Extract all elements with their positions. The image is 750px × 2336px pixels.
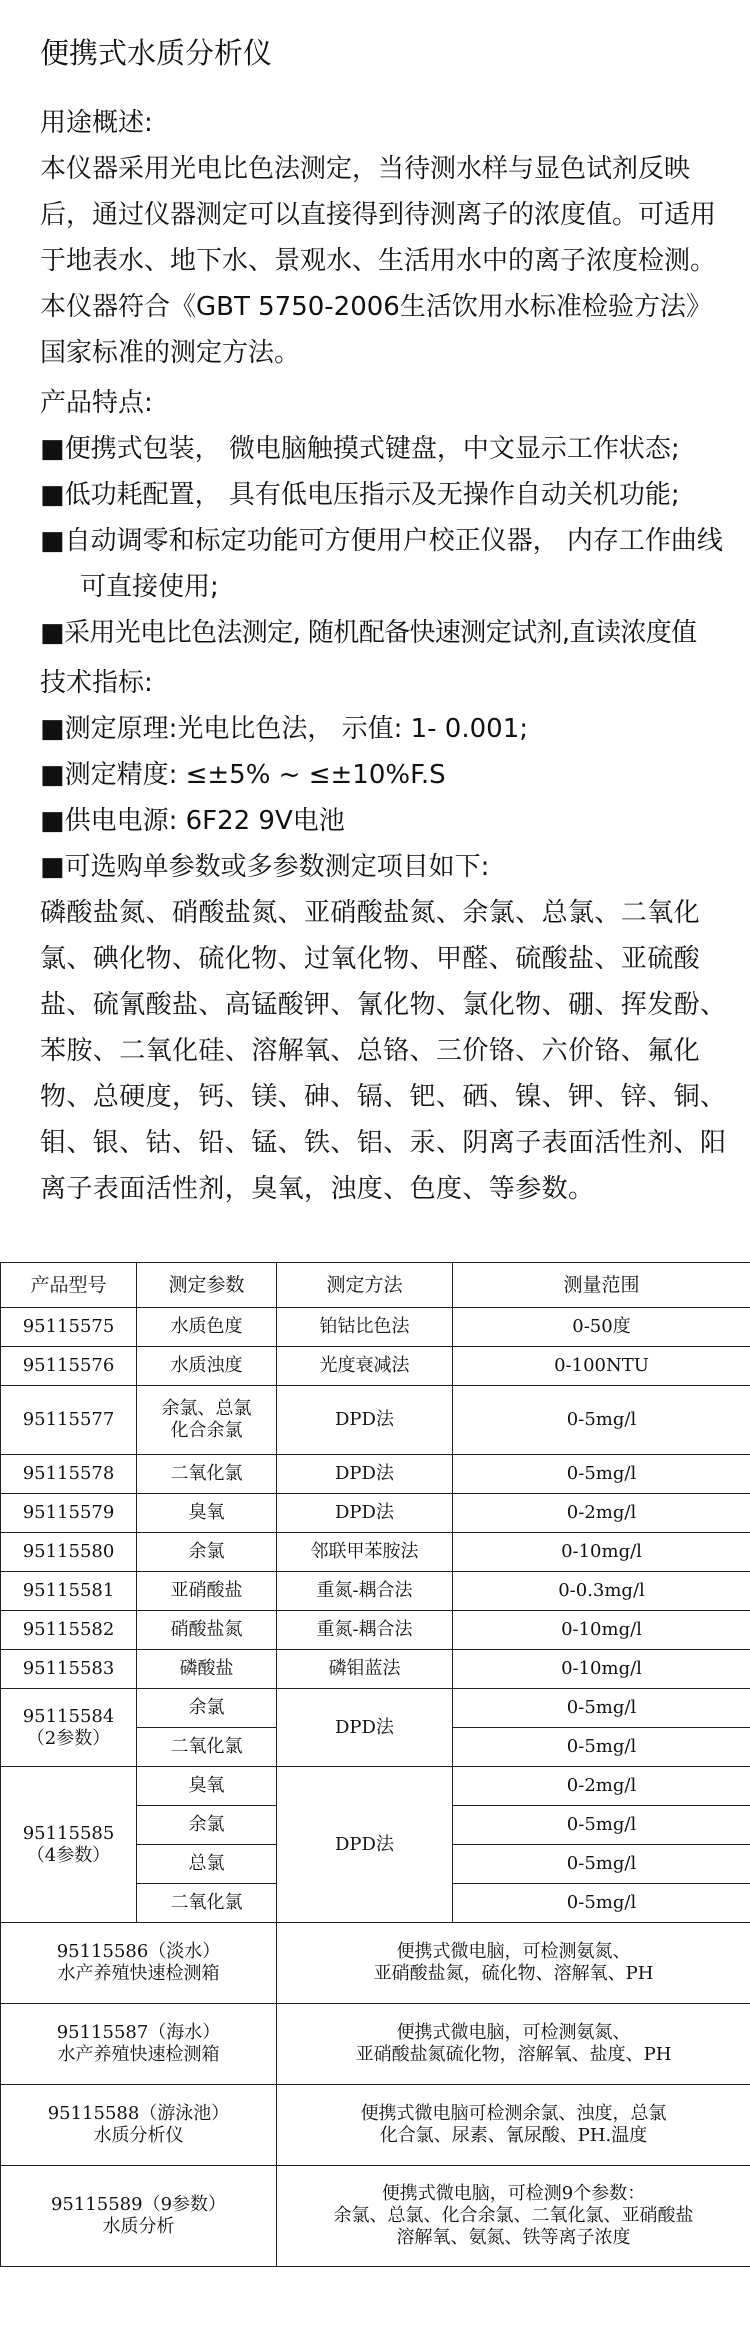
table-row bbox=[1, 1308, 750, 1347]
cell-method: 重氮-耦合法 bbox=[277, 1611, 453, 1650]
cell-method: 磷钼蓝法 bbox=[277, 1650, 453, 1689]
spec-item: ■测定原理:光电比色法， 示值: 1- 0.001; bbox=[40, 714, 528, 744]
table-row bbox=[1, 1689, 750, 1728]
specs-heading: 技术指标: bbox=[40, 668, 153, 698]
cell-param: 二氧化氯 bbox=[137, 1728, 277, 1767]
header-model: 产品型号 bbox=[1, 1263, 137, 1308]
table-row bbox=[1, 2085, 750, 2166]
cell-kit-desc: 便携式微电脑，可检测氨氮、 亚硝酸盐氮硫化物，溶解氧、盐度、PH bbox=[277, 2004, 750, 2085]
cell-model: 95115582 bbox=[1, 1611, 137, 1650]
table-header-row bbox=[1, 1263, 750, 1308]
cell-range: 0-50度 bbox=[453, 1308, 750, 1347]
header-range: 测量范围 bbox=[453, 1263, 750, 1308]
cell-model: 95115579 bbox=[1, 1494, 137, 1533]
cell-kit-desc: 便携式微电脑可检测余氯、浊度，总氯 化合氯、尿素、氰尿酸、PH.温度 bbox=[277, 2085, 750, 2166]
parameter-list: 磷酸盐氮、硝酸盐氮、亚硝酸盐氮、余氯、总氯、二氧化氯、碘化物、硫化物、过氧化物、甲醛、硫酸盐、亚硫酸盐、硫氰酸盐、高锰酸钾、氰化物、氯化物、硼、挥发酚、苯胺、二氧化硅、溶解氧、总铬、三价铬、六价铬、氟化物、总硬度，钙、镁、砷、镉、钯、硒、镍、钾、锌、铜、钼、银、钴、铅、锰、铁、铝、汞、阴离子表面活性剂、阳离子表面活性剂，臭氧，浊度、色度、等参数。 bbox=[40, 898, 727, 1204]
cell-method: 光度衰减法 bbox=[277, 1347, 453, 1386]
features-heading: 产品特点: bbox=[40, 388, 153, 418]
spec-item: ■测定精度: ≤±5% ~ ≤±10%F.S bbox=[40, 760, 446, 790]
header-param: 测定参数 bbox=[137, 1263, 277, 1308]
table-row bbox=[1, 1650, 750, 1689]
cell-method: DPD法 bbox=[277, 1689, 453, 1767]
cell-range: 0-2mg/l bbox=[453, 1767, 750, 1806]
table-row bbox=[1, 1494, 750, 1533]
cell-range: 0-10mg/l bbox=[453, 1533, 750, 1572]
cell-range: 0-5mg/l bbox=[453, 1728, 750, 1767]
cell-model: 95115583 bbox=[1, 1650, 137, 1689]
cell-param: 硝酸盐氮 bbox=[137, 1611, 277, 1650]
cell-model: 95115584 （2参数） bbox=[1, 1689, 137, 1767]
cell-range: 0-5mg/l bbox=[453, 1884, 750, 1923]
cell-param: 磷酸盐 bbox=[137, 1650, 277, 1689]
cell-range: 0-5mg/l bbox=[453, 1806, 750, 1845]
specs-list bbox=[40, 706, 728, 890]
cell-model: 95115576 bbox=[1, 1347, 137, 1386]
spec-item: ■供电电源: 6F22 9V电池 bbox=[40, 806, 345, 836]
table-row bbox=[1, 1611, 750, 1650]
feature-item: ■采用光电比色法测定, 随机配备快速测定试剂,直读浓度值 bbox=[40, 618, 697, 648]
cell-kit-desc: 便携式微电脑，可检测氨氮、 亚硝酸盐氮，硫化物、溶解氧、PH bbox=[277, 1923, 750, 2004]
table-row bbox=[1, 2004, 750, 2085]
cell-method: DPD法 bbox=[277, 1455, 453, 1494]
cell-param: 总氯 bbox=[137, 1845, 277, 1884]
cell-param: 水质色度 bbox=[137, 1308, 277, 1347]
cell-model: 95115585 （4参数） bbox=[1, 1767, 137, 1923]
spec-item: ■可选购单参数或多参数测定项目如下: bbox=[40, 852, 490, 882]
page-title: 便携式水质分析仪 bbox=[40, 36, 273, 70]
cell-range: 0-2mg/l bbox=[453, 1494, 750, 1533]
table-row bbox=[1, 1386, 750, 1455]
table-row bbox=[1, 1455, 750, 1494]
header-method: 测定方法 bbox=[277, 1263, 453, 1308]
cell-param: 二氧化氯 bbox=[137, 1884, 277, 1923]
cell-model: 95115575 bbox=[1, 1308, 137, 1347]
cell-kit-desc: 便携式微电脑，可检测9个参数： 余氯、总氯、化合余氯、二氧化氯、亚硝酸盐 溶解氧、氨氮、铁等离子浓度 bbox=[277, 2166, 750, 2267]
cell-model: 95115577 bbox=[1, 1386, 137, 1455]
cell-param: 亚硝酸盐 bbox=[137, 1572, 277, 1611]
feature-item: ■便携式包装， 微电脑触摸式键盘，中文显示工作状态; bbox=[40, 434, 680, 464]
cell-param: 水质浊度 bbox=[137, 1347, 277, 1386]
table-row bbox=[1, 1533, 750, 1572]
cell-param: 臭氧 bbox=[137, 1767, 277, 1806]
table-row bbox=[1, 1923, 750, 2004]
features-list bbox=[40, 426, 728, 656]
cell-kit-model: 95115588（游泳池） 水质分析仪 bbox=[1, 2085, 277, 2166]
table-row bbox=[1, 2166, 750, 2267]
cell-range: 0-5mg/l bbox=[453, 1455, 750, 1494]
model-table bbox=[0, 1262, 750, 2267]
cell-model: 95115580 bbox=[1, 1533, 137, 1572]
cell-kit-model: 95115587（海水） 水产养殖快速检测箱 bbox=[1, 2004, 277, 2085]
cell-range: 0-0.3mg/l bbox=[453, 1572, 750, 1611]
cell-kit-model: 95115586（淡水） 水产养殖快速检测箱 bbox=[1, 1923, 277, 2004]
cell-method: 邻联甲苯胺法 bbox=[277, 1533, 453, 1572]
cell-method: 重氮-耦合法 bbox=[277, 1572, 453, 1611]
table-row bbox=[1, 1767, 750, 1806]
cell-method: 铂钴比色法 bbox=[277, 1308, 453, 1347]
cell-param: 余氯 bbox=[137, 1806, 277, 1845]
cell-range: 0-5mg/l bbox=[453, 1845, 750, 1884]
cell-method: DPD法 bbox=[277, 1386, 453, 1455]
cell-method: DPD法 bbox=[277, 1494, 453, 1533]
usage-heading: 用途概述: bbox=[40, 108, 153, 138]
cell-param: 二氧化氯 bbox=[137, 1455, 277, 1494]
cell-param: 余氯 bbox=[137, 1533, 277, 1572]
table-row bbox=[1, 1572, 750, 1611]
cell-param: 余氯、总氯 化合余氯 bbox=[137, 1386, 277, 1455]
cell-param: 余氯 bbox=[137, 1689, 277, 1728]
cell-kit-model: 95115589（9参数） 水质分析 bbox=[1, 2166, 277, 2267]
table-row bbox=[1, 1347, 750, 1386]
cell-range: 0-5mg/l bbox=[453, 1386, 750, 1455]
cell-model: 95115581 bbox=[1, 1572, 137, 1611]
feature-item: ■自动调零和标定功能可方便用户校正仪器， 内存工作曲线可直接使用; bbox=[40, 526, 723, 602]
cell-range: 0-100NTU bbox=[453, 1347, 750, 1386]
usage-text: 本仪器采用光电比色法测定，当待测水样与显色试剂反映后，通过仪器测定可以直接得到待测离子的浓度值。可适用于地表水、地下水、景观水、生活用水中的离子浓度检测。本仪器符合《GBT 5750-2006生活饮用水标准检验方法》国家标准的测定方法。 bbox=[40, 154, 717, 368]
cell-param: 臭氧 bbox=[137, 1494, 277, 1533]
cell-method: DPD法 bbox=[277, 1767, 453, 1923]
cell-range: 0-10mg/l bbox=[453, 1650, 750, 1689]
cell-range: 0-5mg/l bbox=[453, 1689, 750, 1728]
feature-item: ■低功耗配置， 具有低电压指示及无操作自动关机功能; bbox=[40, 480, 680, 510]
cell-model: 95115578 bbox=[1, 1455, 137, 1494]
cell-range: 0-10mg/l bbox=[453, 1611, 750, 1650]
